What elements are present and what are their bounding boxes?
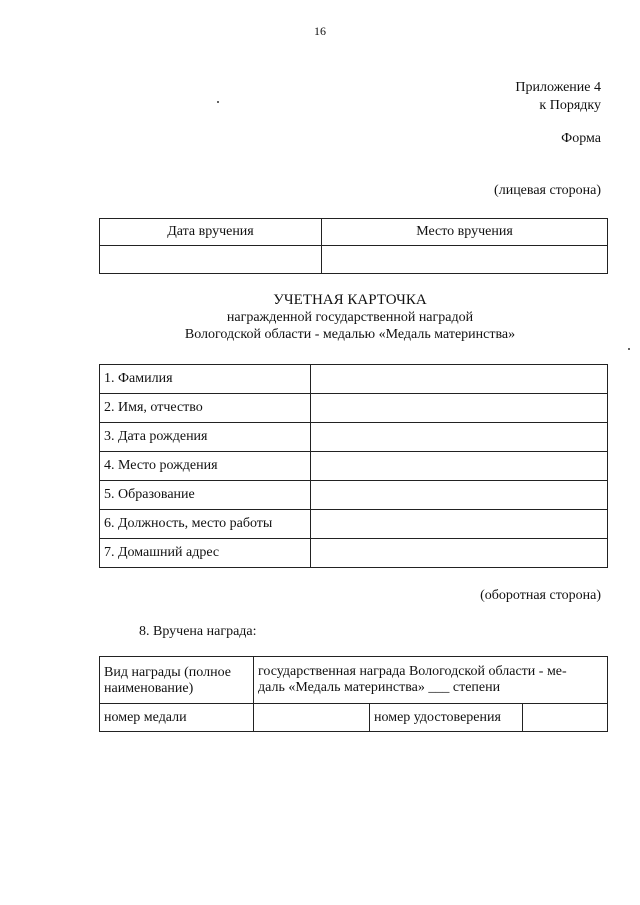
personal-row-label: 2. Имя, отчество (100, 394, 311, 423)
award-info-table (99, 656, 608, 732)
section-8-heading: 8. Вручена награда: (139, 624, 257, 639)
award-date-header: Дата вручения (100, 219, 322, 246)
personal-row-label: 4. Место рождения (100, 452, 311, 481)
award-date-cell (100, 246, 322, 274)
personal-row-value (311, 365, 608, 394)
appendix-line2: к Порядку (539, 98, 601, 113)
card-title-sub2: Вологодской области - медалью «Медаль материнства» (184, 327, 516, 342)
scan-speck (217, 101, 219, 103)
scan-speck (628, 348, 630, 350)
personal-row-value (311, 394, 608, 423)
certificate-number-cell (523, 704, 608, 732)
page-number: 16 (314, 24, 326, 38)
certificate-number-label: номер удостоверения (370, 704, 523, 732)
award-kind-label-line2: наименование) (104, 681, 194, 696)
award-place-header: Место вручения (322, 219, 608, 246)
personal-row-value (311, 539, 608, 568)
personal-row-label: 5. Образование (100, 481, 311, 510)
appendix-header (351, 79, 601, 115)
card-title (0, 292, 640, 343)
award-kind-label-line1: Вид награды (полное (104, 665, 231, 680)
back-side-label: (оборотная сторона) (480, 588, 601, 603)
personal-row-value (311, 452, 608, 481)
personal-info-table (99, 364, 608, 568)
appendix-line1: Приложение 4 (515, 80, 601, 95)
personal-row-label: 6. Должность, место работы (100, 510, 311, 539)
card-title-sub1: награжденной государственной наградой (226, 310, 474, 325)
personal-row-value (311, 481, 608, 510)
award-kind-value (254, 657, 608, 704)
form-label: Форма (561, 131, 601, 146)
card-title-main: УЧЕТНАЯ КАРТОЧКА (273, 292, 427, 308)
medal-number-cell (254, 704, 370, 732)
medal-number-label: номер медали (100, 704, 254, 732)
award-kind-label (100, 657, 254, 704)
personal-row-label: 1. Фамилия (100, 365, 311, 394)
personal-row-value (311, 423, 608, 452)
front-side-label: (лицевая сторона) (494, 183, 601, 198)
award-kind-value-line2: даль «Медаль материнства» ___ степени (258, 680, 501, 695)
award-kind-value-line1: государственная награда Вологодской области - ме- (258, 664, 567, 679)
award-place-cell (322, 246, 608, 274)
personal-row-label: 7. Домашний адрес (100, 539, 311, 568)
personal-row-value (311, 510, 608, 539)
award-date-place-table (99, 218, 608, 274)
personal-row-label: 3. Дата рождения (100, 423, 311, 452)
